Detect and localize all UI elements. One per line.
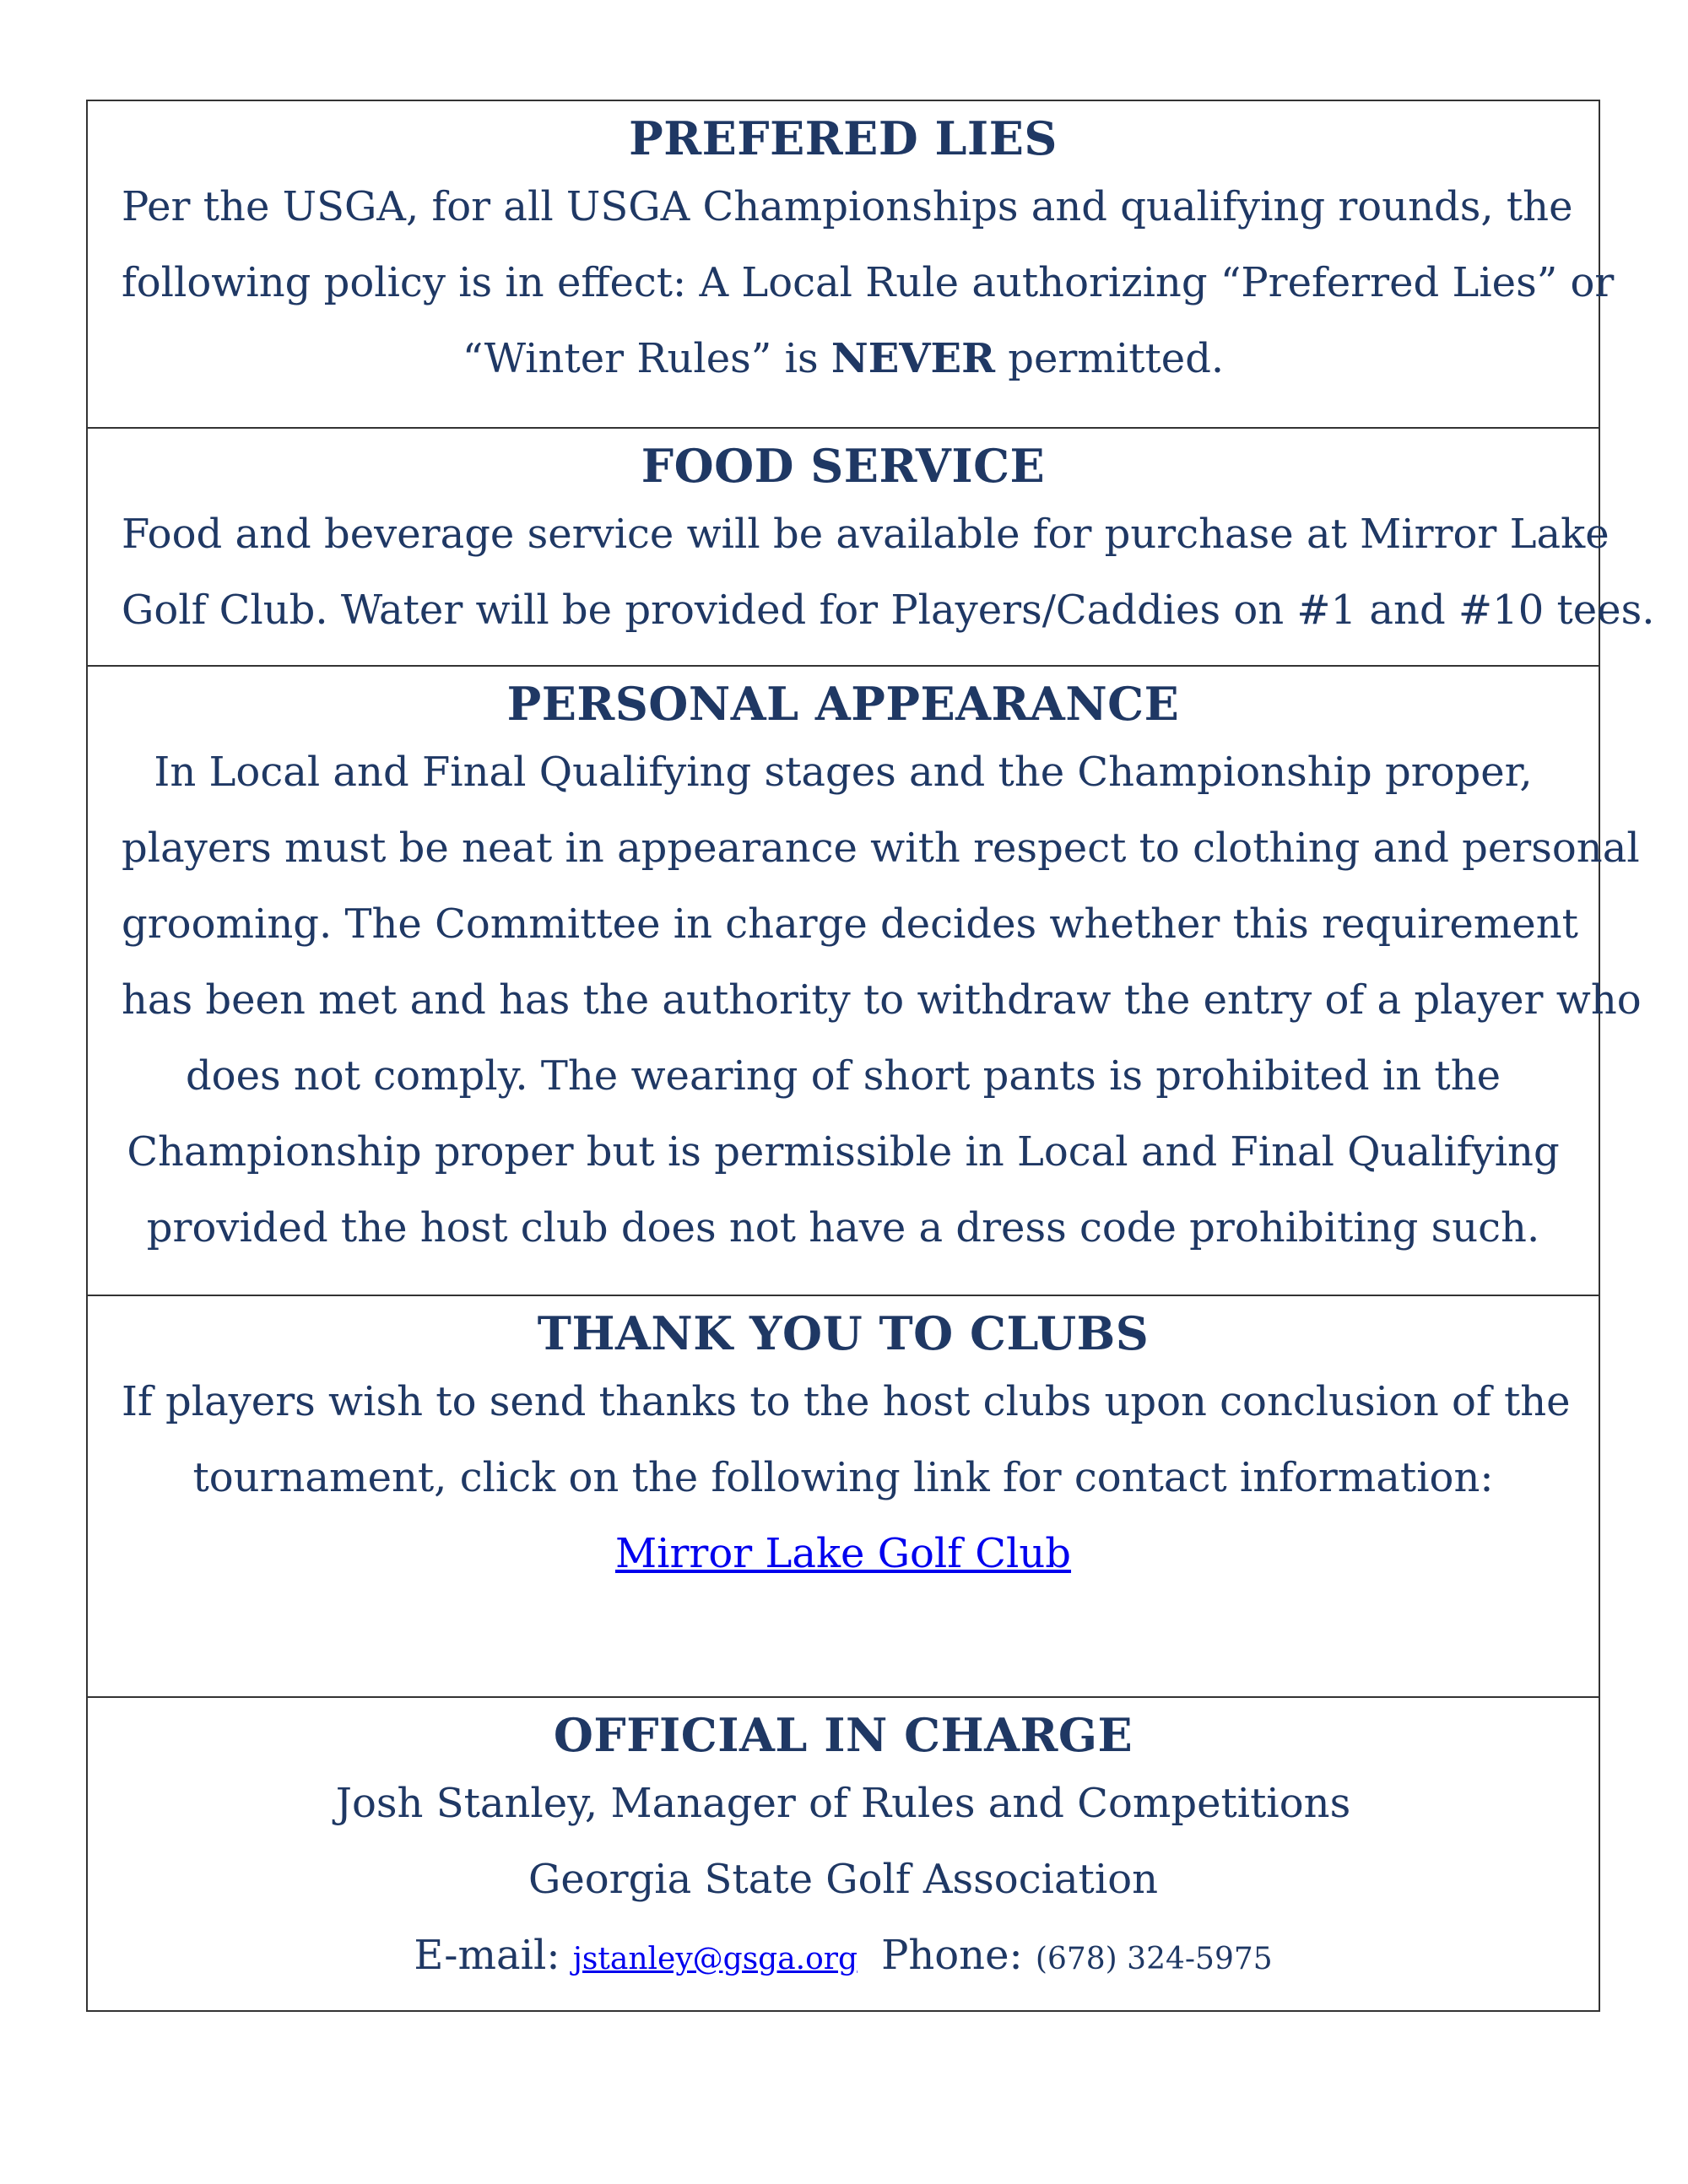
never-emphasis: NEVER bbox=[830, 335, 996, 382]
personal-appearance-body bbox=[88, 734, 1642, 1266]
info-table bbox=[86, 100, 1655, 2012]
phone-number: (678) 324-5975 bbox=[1035, 1942, 1273, 1976]
appearance-line: provided the host club does not have a dress code prohibiting such. bbox=[146, 1204, 1540, 1251]
section-thank-you-clubs bbox=[88, 1296, 1599, 1698]
appearance-line: players must be neat in appearance with respect to clothing and personal bbox=[122, 824, 1640, 872]
thank-you-line-2: tournament, click on the following link for contact information: bbox=[192, 1454, 1494, 1501]
appearance-line: grooming. The Committee in charge decides whether this requirement bbox=[122, 900, 1578, 948]
prefered-lies-line-2: following policy is in effect: A Local Rule authorizing “Preferred Lies” or bbox=[122, 259, 1615, 306]
section-official-in-charge bbox=[88, 1698, 1599, 2010]
email-link[interactable]: jstanley@gsga.org bbox=[572, 1942, 858, 1976]
mirror-lake-golf-club-link[interactable]: Mirror Lake Golf Club bbox=[614, 1530, 1072, 1577]
prefered-lies-body bbox=[88, 169, 1615, 397]
section-food-service bbox=[88, 429, 1655, 667]
official-organization: Georgia State Golf Association bbox=[528, 1856, 1159, 1903]
heading-official-in-charge: OFFICIAL IN CHARGE bbox=[553, 1708, 1133, 1762]
prefered-lies-line-3 bbox=[122, 321, 1565, 397]
heading-thank-you-clubs: THANK YOU TO CLUBS bbox=[537, 1306, 1150, 1360]
appearance-line: In Local and Final Qualifying stages and the Championship proper, bbox=[154, 749, 1533, 796]
thank-you-line-1: If players wish to send thanks to the host clubs upon conclusion of the bbox=[122, 1378, 1571, 1425]
mirror-lake-link-line bbox=[122, 1516, 1565, 1592]
email-label: E-mail: bbox=[414, 1932, 573, 1979]
official-contact-line bbox=[122, 1917, 1565, 1997]
official-name: Josh Stanley, Manager of Rules and Competitions bbox=[335, 1780, 1351, 1827]
prefered-lies-line-3-post: permitted. bbox=[995, 335, 1225, 382]
official-body bbox=[88, 1765, 1599, 1997]
heading-personal-appearance: PERSONAL APPEARANCE bbox=[506, 677, 1180, 731]
heading-food-service: FOOD SERVICE bbox=[641, 439, 1046, 493]
appearance-line: does not comply. The wearing of short pants is prohibited in the bbox=[185, 1052, 1501, 1100]
food-service-line-1: Food and beverage service will be available for purchase at Mirror Lake bbox=[122, 511, 1610, 558]
food-service-body bbox=[88, 496, 1655, 648]
prefered-lies-line-3-pre: “Winter Rules” is bbox=[462, 335, 831, 382]
prefered-lies-line-1: Per the USGA, for all USGA Championships and qualifying rounds, the bbox=[122, 183, 1573, 230]
section-prefered-lies bbox=[88, 101, 1615, 429]
phone-label: Phone: bbox=[881, 1932, 1036, 1979]
food-service-line-2: Golf Club. Water will be provided for Players/Caddies on #1 and #10 tees. bbox=[122, 587, 1655, 634]
section-personal-appearance bbox=[88, 667, 1642, 1296]
appearance-line: Championship proper but is permissible in Local and Final Qualifying bbox=[127, 1128, 1560, 1176]
thank-you-body bbox=[88, 1364, 1599, 1592]
heading-prefered-lies: PREFERED LIES bbox=[629, 111, 1058, 165]
appearance-line: has been met and has the authority to withdraw the entry of a player who bbox=[122, 976, 1642, 1024]
